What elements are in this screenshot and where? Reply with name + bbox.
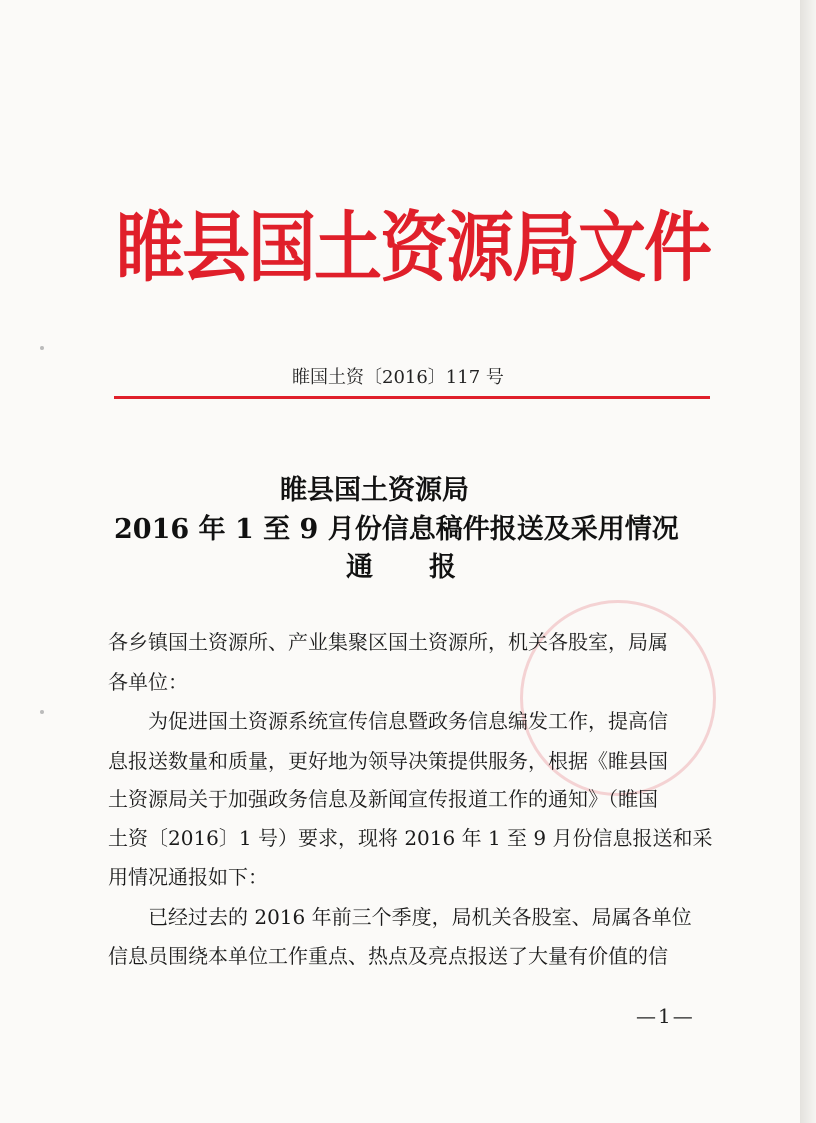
- red-separator-line: [114, 396, 710, 399]
- body-line: 用情况通报如下：: [108, 865, 268, 889]
- body-line: 土资源局关于加强政务信息及新闻宣传报道工作的通知》（睢国: [108, 787, 658, 811]
- scan-speck: [40, 346, 44, 350]
- document-masthead: 睢县国土资源局文件: [116, 203, 711, 293]
- scan-speck: [40, 710, 44, 714]
- body-line: 信息员围绕本单位工作重点、热点及亮点报送了大量有价值的信: [108, 944, 668, 968]
- title-line-1: 睢县国土资源局: [280, 475, 469, 506]
- title-line-3: 通报: [346, 552, 512, 583]
- document-number: 睢国土资〔2016〕117 号: [292, 367, 504, 388]
- scan-edge: [800, 0, 816, 1123]
- body-line: 为促进国土资源系统宣传信息暨政务信息编发工作，提高信: [148, 709, 668, 733]
- body-line: 已经过去的 2016 年前三个季度，局机关各股室、局属各单位: [148, 905, 692, 929]
- title-line-2: 2016 年 1 至 9 月份信息稿件报送及采用情况: [114, 514, 679, 545]
- body-line: 息报送数量和质量，更好地为领导决策提供服务，根据《睢县国: [108, 749, 668, 773]
- body-line: 土资〔2016〕1 号）要求，现将 2016 年 1 至 9 月份信息报送和采: [108, 826, 713, 850]
- body-line: 各单位：: [108, 670, 188, 694]
- body-line: 各乡镇国土资源所、产业集聚区国土资源所，机关各股室，局属: [108, 630, 668, 654]
- page-number: —1—: [636, 1004, 695, 1028]
